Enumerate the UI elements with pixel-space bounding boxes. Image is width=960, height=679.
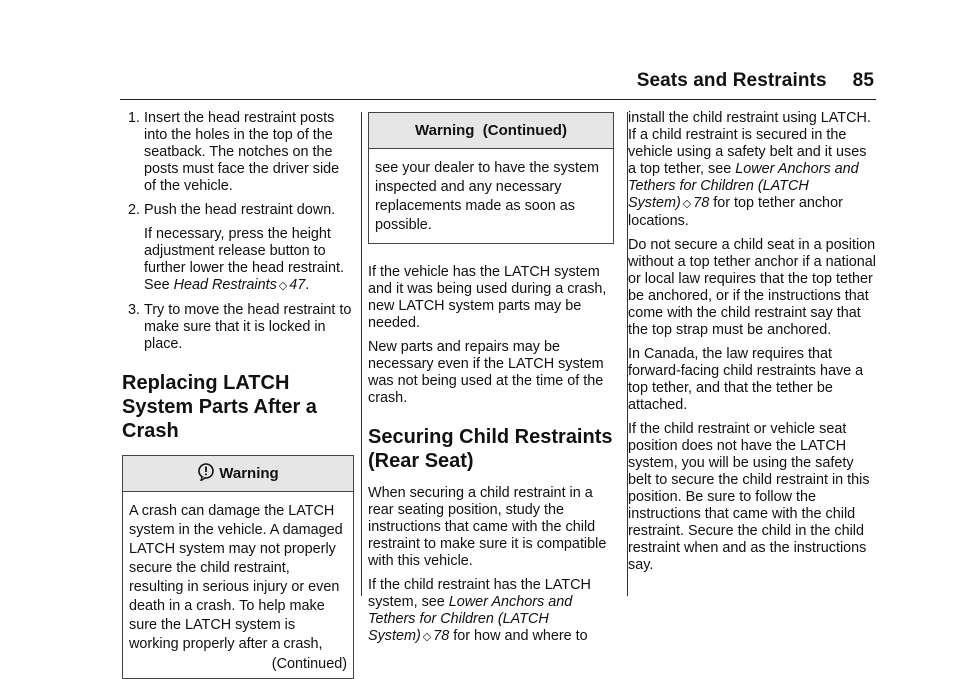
step-number: 1. [128, 110, 141, 126]
warning-body [369, 149, 613, 243]
step-text: Push the head restraint down. [144, 202, 336, 218]
warning-box [122, 455, 354, 679]
cross-reference-link[interactable]: Head Restraints [173, 277, 277, 293]
cross-reference-page[interactable]: 47 [289, 277, 306, 293]
column-divider-1 [361, 112, 362, 596]
column-1 [122, 110, 354, 679]
warning-header [123, 456, 353, 492]
step-3 [122, 302, 354, 353]
step-2 [122, 202, 354, 219]
page-ref-arrow-icon: ◇ [278, 280, 288, 292]
section-heading: Securing Child Restraints (Rear Seat) [368, 426, 613, 472]
page-header [637, 70, 874, 92]
cross-reference-link[interactable]: Lower Anchors and Tethers for Children (LATCH System) [368, 594, 573, 644]
steps-list [122, 110, 354, 219]
warning-box-continued [368, 112, 614, 244]
paragraph: In Canada, the law requires that forward-facing child restraints have a top tether, and that the tether be attached. [628, 346, 864, 413]
continued-label: (Continued) [271, 656, 347, 672]
page-ref-arrow-icon: ◇ [682, 198, 692, 210]
step-1 [122, 110, 354, 195]
column-3 [628, 110, 876, 581]
paragraph: install the child restraint using LATCH. If a child restraint is secured in the vehicle using a safety belt and it uses a top tether, see Lower Anchors and Tethers for Children (LATCH System) ◇ 78 for top tether anchor locations. [628, 110, 871, 229]
warning-icon [197, 459, 215, 494]
step-2-detail: If necessary, press the height adjustment release button to further lower the head restraint. See Head Restraints ◇ 47. [144, 226, 344, 293]
cross-reference-page[interactable]: 78 [693, 195, 710, 211]
warning-text: A crash can damage the LATCH system in the vehicle. A damaged LATCH system may not properly secure the child restraint, resulting in serious injury or even death in a crash. To help make sure the LATCH system is working properly after a crash, [129, 503, 343, 652]
paragraph: New parts and repairs may be necessary even if the LATCH system was not being used at the time of the crash. [368, 339, 604, 406]
warning-text: see your dealer to have the system inspected and any necessary replacements made as soon as possible. [375, 160, 599, 233]
warning-header: Warning (Continued) [369, 113, 613, 149]
paragraph: Do not secure a child seat in a position without a top tether anchor if a national or local law requires that the top tether be anchored, or if the instructions that come with the child restraint say that the top strap must be anchored. [628, 237, 876, 338]
page-number: 85 [852, 70, 874, 91]
step-number: 2. [128, 202, 141, 218]
section-heading: Replacing LATCH System Parts After a Crash [122, 372, 317, 442]
warning-title: Warning [219, 465, 279, 482]
page-ref-arrow-icon: ◇ [422, 631, 432, 643]
paragraph: If the child restraint has the LATCH system, see Lower Anchors and Tethers for Children (LATCH System) ◇ 78 for how and where to [368, 577, 591, 644]
column-2 [368, 110, 614, 653]
paragraph: When securing a child restraint in a rear seating position, study the instructions that came with the child restraint to make sure it is compatible with this vehicle. [368, 485, 607, 569]
step-text: Insert the head restraint posts into the holes in the top of the seatback. The notches on the posts must face the driver side of the vehicle. [144, 110, 340, 194]
section-title: Seats and Restraints [636, 70, 827, 91]
paragraph: If the child restraint or vehicle seat position does not have the LATCH system, you will be using the safety belt to secure the child restraint in this position. Be sure to follow the instructions that came with the child restraint. Secure the child in the child restraint when and as the instructions say. [628, 421, 870, 573]
paragraph: If the vehicle has the LATCH system and it was being used during a crash, new LATCH system parts may be needed. [368, 264, 607, 331]
cross-reference-link[interactable]: Lower Anchors and Tethers for Children (LATCH System) [628, 161, 859, 211]
warning-body [123, 492, 353, 678]
step-number: 3. [128, 302, 141, 318]
header-rule [120, 99, 876, 100]
step-text: Try to move the head restraint to make sure that it is locked in place. [144, 302, 352, 352]
cross-reference-page[interactable]: 78 [433, 628, 450, 644]
